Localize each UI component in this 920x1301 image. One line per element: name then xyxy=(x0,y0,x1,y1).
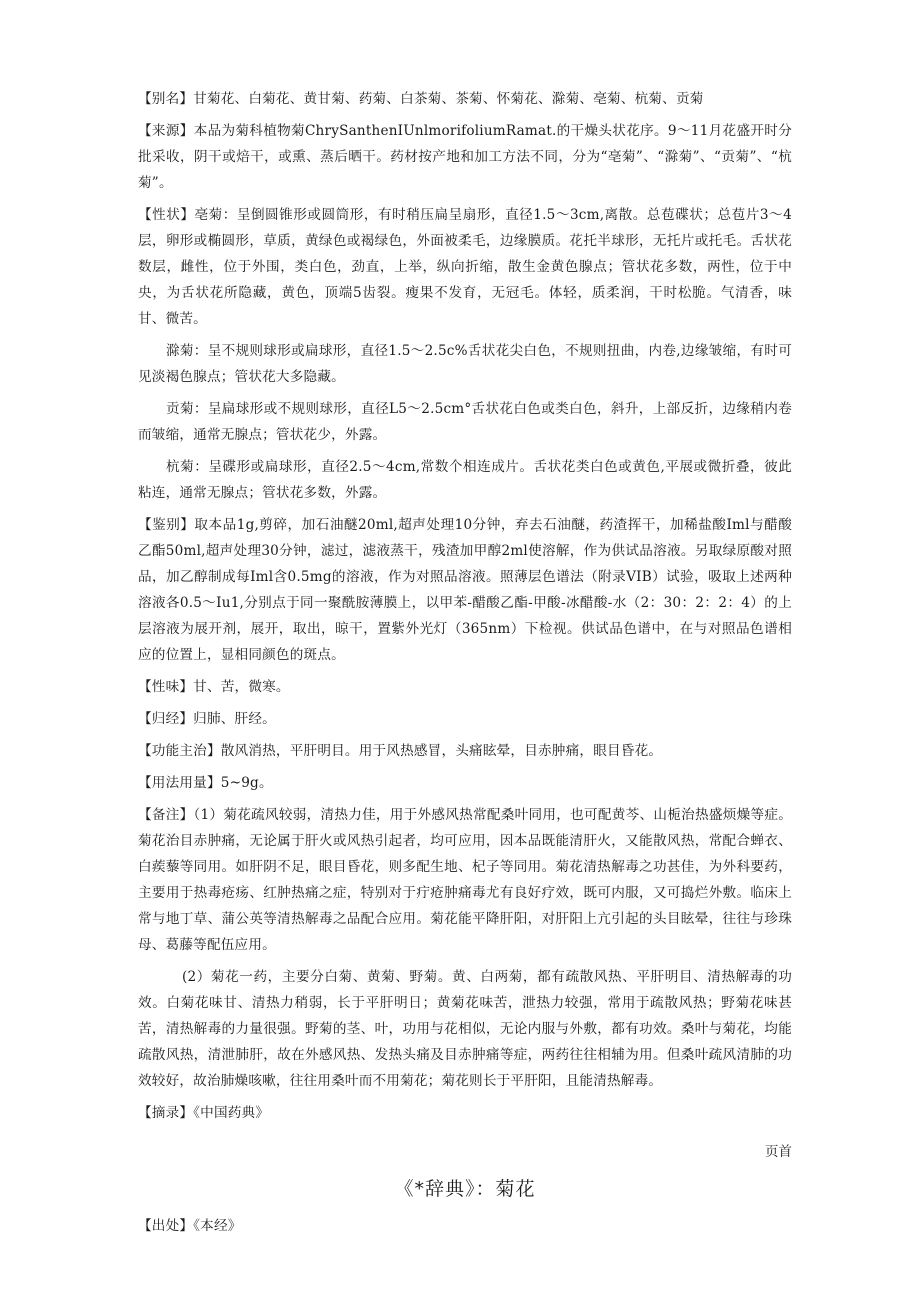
page-top-link[interactable]: 页首 xyxy=(764,1144,792,1160)
section-title: 《*辞典》：菊花 xyxy=(394,1178,536,1200)
para-hang-ju: 杭菊：呈碟形或扁球形，直径2.5～4cm,常数个相连成片。舌状花类白色或黄色,平展或微折叠，彼此粘连，通常无腺点；管状花多数，外露。 xyxy=(138,459,792,501)
para-taste: 【性味】甘、苦，微寒。 xyxy=(138,679,290,695)
para-notes-1: 【备注】（1）菊花疏风较弱，清热力佳，用于外感风热常配桑叶同用，也可配黄芩、山栀治热盛烦燥等症。菊花治目赤肿痛，无论属于肝火或风热引起者，均可应用，因本品既能清肝火，又能散风热，常配合蝉衣、白蒺藜等同用。如肝阴不足，眼目昏花，则多配生地、杞子等同用。菊花清热解毒之功甚佳，为外科要药，主要用于热毒疮疡、红肿热痛之症，特别对于疔疮肿痛毒尤有良好疗效，既可内服，又可捣烂外敷。临床上常与地丁草、蒲公英等清热解毒之品配合应用。菊花能平降肝阳，对肝阳上亢引起的头目眩晕，往往与珍珠母、葛藤等配伍应用。 xyxy=(138,807,792,953)
para-meridian: 【归经】归肺、肝经。 xyxy=(138,711,276,727)
para-origin: 【出处】《本经》 xyxy=(138,1218,242,1234)
para-notes-2: (2）菊花一药，主要分白菊、黄菊、野菊。黄、白两菊，都有疏散风热、平肝明目、清热解毒的功效。白菊花味甘、清热力稍弱，长于平肝明日；黄菊花味苦，泄热力较强，常用于疏散风热；野菊花味甚苦，清热解毒的力量很强。野菊的茎、叶，功用与花相似，无论内服与外敷，都有功效。桑叶与菊花，均能疏散风热，清泄肺肝，故在外感风热、发热头痛及目赤肿痛等症，两药往往相辅为用。但桑叶疏风清肺的功效较好，故治肺燥咳嗽，往往用桑叶而不用菊花；菊花则长于平肝阳，且能清热解毒。 xyxy=(138,969,792,1089)
para-gong-ju: 贡菊：呈扁球形或不规则球形，直径L5～2.5cm°舌状花白色或类白色，斜升，上部反折，边缘稍内卷而皱缩，通常无腺点；管状花少，外露。 xyxy=(138,401,792,443)
para-dosage: 【用法用量】5~9g。 xyxy=(138,775,273,791)
para-excerpt: 【摘录】《中国药典》 xyxy=(138,1105,270,1121)
para-chu-ju: 滁菊：呈不规则球形或扁球形，直径1.5～2.5c%舌状花尖白色，不规则扭曲，内卷,边缘皱缩，有时可见淡褐色腺点；管状花大多隐藏。 xyxy=(138,343,792,385)
para-alias: 【别名】甘菊花、白菊花、黄甘菊、药菊、白茶菊、茶菊、怀菊花、滁菊、亳菊、杭菊、贡菊 xyxy=(138,91,704,107)
para-identification: 【鉴别】取本品1g,剪碎，加石油醚20ml,超声处理10分钟，弃去石油醚，药渣挥干，加稀盐酸Iml与醋酸乙酯50ml,超声处理30分钟，滤过，滤液蒸干，残渣加甲醇2ml使溶解，作为供试品溶液。另取绿原酸对照品，加乙醇制成每Iml含0.5mg的溶液，作为对照品溶液。照薄层色谱法（附录VIB）试验，吸取上述两种溶液各0.5～Iu1,分别点于同一聚酰胺薄膜上，以甲苯-醋酸乙酯-甲酸-冰醋酸-水（2：30：2：2：4）的上层溶液为展开剂，展开，取出，晾干，置紫外光灯（365nm）下检视。供试品色谱中，在与对照品色谱相应的位置上，显相同颜色的斑点。 xyxy=(138,517,792,663)
para-characteristics: 【性状】亳菊：呈倒圆锥形或圆筒形，有时稍压扁呈扇形，直径1.5～3cm,离散。总苞碟状；总苞片3～4层，卵形或椭圆形，草质，黄绿色或褐绿色，外面被柔毛，边缘膜质。花托半球形，无托片或托毛。舌状花数层，雌性，位于外围，类白色，劲直，上举，纵向折缩，散生金黄色腺点；管状花多数，两性，位于中央，为舌状花所隐藏，黄色，顶端5齿裂。瘦果不发育，无冠毛。体轻，质柔润，干时松脆。气清香，味甘、微苦。 xyxy=(138,207,792,327)
para-function: 【功能主治】散风消热，平肝明目。用于风热感冒，头痛眩晕，目赤肿痛，眼目昏花。 xyxy=(138,743,663,759)
para-source: 【来源】本品为菊科植物菊ChrySanthenIUnlmorifoliumRamat.的干燥头状花序。9～11月花盛开时分批采收，阴干或焙干，或熏、蒸后晒干。药材按产地和加工方法不同，分为“亳菊”、“滁菊”、“贡菊”、“杭菊”。 xyxy=(138,123,792,191)
